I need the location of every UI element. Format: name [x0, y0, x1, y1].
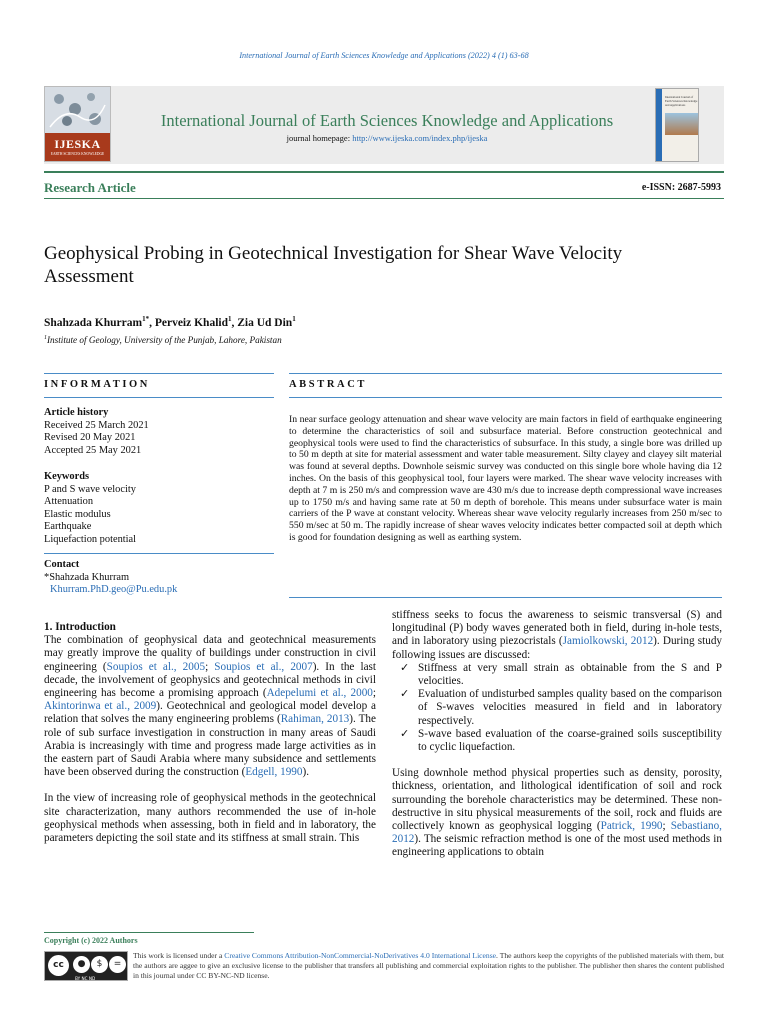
no-money-icon: $: [91, 956, 108, 973]
eissn: e-ISSN: 2687-5993: [641, 182, 721, 193]
author-superscript: 1*: [142, 315, 150, 323]
paper-title-line1: Geophysical Probing in Geotechnical Investigation for Shear Wave Velocity: [44, 243, 623, 264]
text-run: ).: [302, 766, 310, 779]
journal-logo: [44, 86, 111, 162]
keyword: Elastic modulus: [44, 508, 111, 520]
keyword: Liquefaction potential: [44, 533, 137, 545]
homepage-link[interactable]: http://www.ijeska.com/index.php/ijeska: [352, 133, 488, 143]
citation-link[interactable]: Sebastiano, 2012: [392, 820, 722, 846]
logo-caption: [45, 133, 110, 162]
contact-name: *Shahzada Khurram: [44, 571, 130, 583]
citation-link[interactable]: Soupios et al., 2005: [106, 660, 206, 673]
author-superscript: 1: [227, 315, 232, 323]
received-date: Received 25 March 2021: [44, 419, 149, 431]
text-run: ). During study following issues are discussed:: [392, 635, 723, 661]
abstract-heading: ABSTRACT: [289, 379, 367, 390]
cover-title: International Journal of Earth Sciences Knowledge and Applications: [665, 95, 698, 107]
cc-license-badge[interactable]: [44, 951, 128, 981]
contact-email-link[interactable]: Khurram.PhD.geo@Pu.edu.pk: [50, 584, 178, 595]
contact-rule: [44, 553, 274, 554]
right-paragraph-2: [392, 767, 722, 859]
accepted-date: Accepted 25 May 2021: [44, 444, 142, 456]
revised-date: Revised 20 May 2021: [44, 432, 136, 443]
author-name: , Zia Ud Din: [231, 316, 293, 329]
citation-link[interactable]: Patrick, 1990: [600, 820, 663, 833]
citation-link[interactable]: Adepelumi et al., 2000: [266, 687, 373, 700]
text-run: . The authors keep the copyrights of the published materials with them, but the authors are aggee to give an exclusive license to the publisher that transfers all publishing and commercial exploitation rights to the publisher. The publisher then shares the content published in this journal under CC BY-NC-ND license.: [133, 951, 725, 980]
keyword: P and S wave velocity: [44, 483, 136, 495]
author-superscript: 1: [292, 315, 296, 323]
text-run: ;: [662, 820, 671, 833]
person-icon: ●: [73, 956, 90, 973]
body-right-column: [392, 609, 722, 860]
intro-paragraph-2: In the view of increasing role of geophysical methods in the geotechnical site characterization, many authors recommended the use of in-hole geophysical methods when assessing, both in field and in laboratory, the parameters depicting the soil state and its stiffness at small strain. This: [44, 792, 376, 845]
paper-title-line2: Assessment: [44, 266, 134, 287]
footer-rule: [44, 932, 254, 933]
affiliation-text: Institute of Geology, University of the Punjab, Lahore, Pakistan: [47, 335, 282, 346]
logo-image: [45, 87, 110, 133]
article-type: Research Article: [44, 180, 136, 195]
journal-citation: International Journal of Earth Sciences Knowledge and Applications (2022) 4 (1) 63-68: [239, 51, 529, 60]
author-name: , Perveiz Khalid: [149, 316, 228, 329]
list-item: [392, 662, 722, 688]
intro-paragraph-1: [44, 634, 376, 779]
info-bottom-rule: [44, 397, 274, 398]
citation-link[interactable]: Akintorinwa et al., 2009: [44, 700, 157, 713]
abstract-bottom-rule: [289, 397, 722, 398]
citation-link[interactable]: Jamiolkowski, 2012: [562, 635, 654, 648]
list-item-text: S-wave based evaluation of the coarse-grained soils susceptibility to cyclic liquefaction.: [418, 727, 722, 754]
abstract-text: In near surface geology attenuation and shear wave velocity are main factors in field of earthquake engineering to determine the characteristics of soil and subsurface material. Before construction geotechnical and geophysical tools were used to find the characteristics of subsurface. In this study, a single bore was drilled up to 50 m depth at site for material assessment and water table measurement. Silty clayey and clayey silt material was found at several depths. Downhole seismic survey was conducted on this single bore whole having dia 12 inches. On the basis of this geophysical tool, four layers were marked. The shear wave velocity increases with depth at 7 m is 250 m/s and compression wave are 430 m/s due to increase depth compressional wave increases up to 1750 m/s and having same rate at 50 m depth of borehole. This means under subsurface water is main carriers of the P wave at constant velocity. Whereas shear wave velocity regularly increases from 250 m/sec to 550 m/sec at 50 m. The rapidly increase of shear waves velocity indicates better compacted soil at depth which is good for foundation designing as well as earthing system.: [289, 414, 722, 543]
header-divider: [44, 171, 724, 173]
license-link[interactable]: Creative Commons Attribution-NonCommercial-NoDerivatives 4.0 International License: [224, 951, 497, 960]
citation-link[interactable]: Rahiman, 2013: [280, 713, 350, 726]
article-type-divider: [44, 198, 724, 199]
introduction-heading: 1. Introduction: [44, 621, 116, 633]
abstract-top-rule: [289, 373, 722, 374]
homepage-label: journal homepage:: [286, 133, 351, 143]
affiliation: [44, 335, 282, 345]
text-run: ). Geotechnical and geological model develop a relation that solves the many engineering problems (: [44, 700, 376, 726]
abstract-end-rule: [289, 597, 722, 598]
author-list: [44, 315, 296, 329]
journal-homepage: [132, 133, 642, 143]
journal-title: International Journal of Earth Sciences Knowledge and Applications: [160, 111, 614, 130]
checkmark-icon: ✓: [400, 661, 410, 674]
issues-list: [392, 662, 722, 754]
citation-link[interactable]: Soupios et al., 2007: [214, 660, 313, 673]
text-run: stiffness seeks to focus the awareness to seismic transversal (S) and longitudinal (P) body waves generated both in field, during in-hole tests, and in laboratory using piezocristals (: [392, 609, 722, 648]
text-run: ;: [205, 660, 215, 673]
list-item-text: Stiffness at very small strain as obtainable from the S and P velocities.: [418, 661, 722, 688]
keyword: Attenuation: [44, 496, 94, 507]
author-name: Shahzada Khurram: [44, 316, 143, 329]
list-item-text: Evaluation of undisturbed samples quality based on the comparison of S-waves velocities measured in field and in laboratory respectively.: [418, 688, 722, 727]
cc-logo-icon: cc: [48, 955, 69, 976]
no-derivatives-icon: =: [109, 956, 126, 973]
citation-link[interactable]: Edgell, 1990: [245, 766, 303, 779]
keywords-block: [44, 471, 274, 546]
right-paragraph-1: [392, 609, 722, 662]
cover-image: [665, 113, 698, 135]
contact-heading: Contact: [44, 559, 80, 570]
keyword: Earthquake: [44, 521, 92, 532]
cc-badge-labels: BY NC ND: [75, 976, 96, 981]
text-run: ;: [372, 687, 376, 700]
info-top-rule: [44, 373, 274, 374]
logo-subtitle: EARTH SCIENCES KNOWLEDGE: [50, 152, 105, 156]
journal-cover-thumbnail: [655, 88, 699, 162]
list-item: [392, 688, 722, 728]
logo-name: IJESKA: [54, 137, 101, 151]
license-text: [133, 951, 724, 981]
article-history-heading: Article history: [44, 407, 109, 418]
text-run: ). The role of sub surface investigation in construction in many areas of Saudi Arabia is increasingly with time and progress made large activities as in the eastern part of Saudi Arabia where many subsidence and settlements have been observed during the construction (: [44, 713, 376, 779]
copyright-notice: Copyright (c) 2022 Authors: [44, 936, 138, 945]
checkmark-icon: ✓: [400, 688, 410, 701]
text-run: Using downhole method physical properties such as density, porosity, thickness, orientation, and lithological identification of soil and rock surrounding the borehole characteristics may be determined. These non-destructive in situ physical measurements of the soil, rock and fluids are collectively known as geophysical logging (: [392, 767, 722, 833]
text-run: This work is licensed under a: [133, 951, 225, 960]
list-item: [392, 728, 722, 754]
text-run: The combination of geophysical data and geotechnical measurements may greatly improve the quality of buildings under construction in civil engineering (: [44, 634, 376, 673]
cover-band: [656, 89, 662, 162]
information-heading: INFORMATION: [44, 379, 150, 390]
body-left-column: [44, 621, 376, 845]
paper-title: [44, 242, 724, 288]
contact-block: [44, 559, 274, 597]
text-run: ). The seismic refraction method is one of the most used methods in engineering applications to obtain: [392, 833, 722, 859]
affiliation-superscript: 1: [44, 335, 47, 341]
checkmark-icon: ✓: [400, 727, 410, 740]
text-run: ). In the last decade, the involvement of geophysics and geotechnical methods in civil engineering has become a promising approach (: [44, 660, 376, 700]
keywords-heading: Keywords: [44, 471, 90, 482]
article-history: [44, 407, 274, 457]
